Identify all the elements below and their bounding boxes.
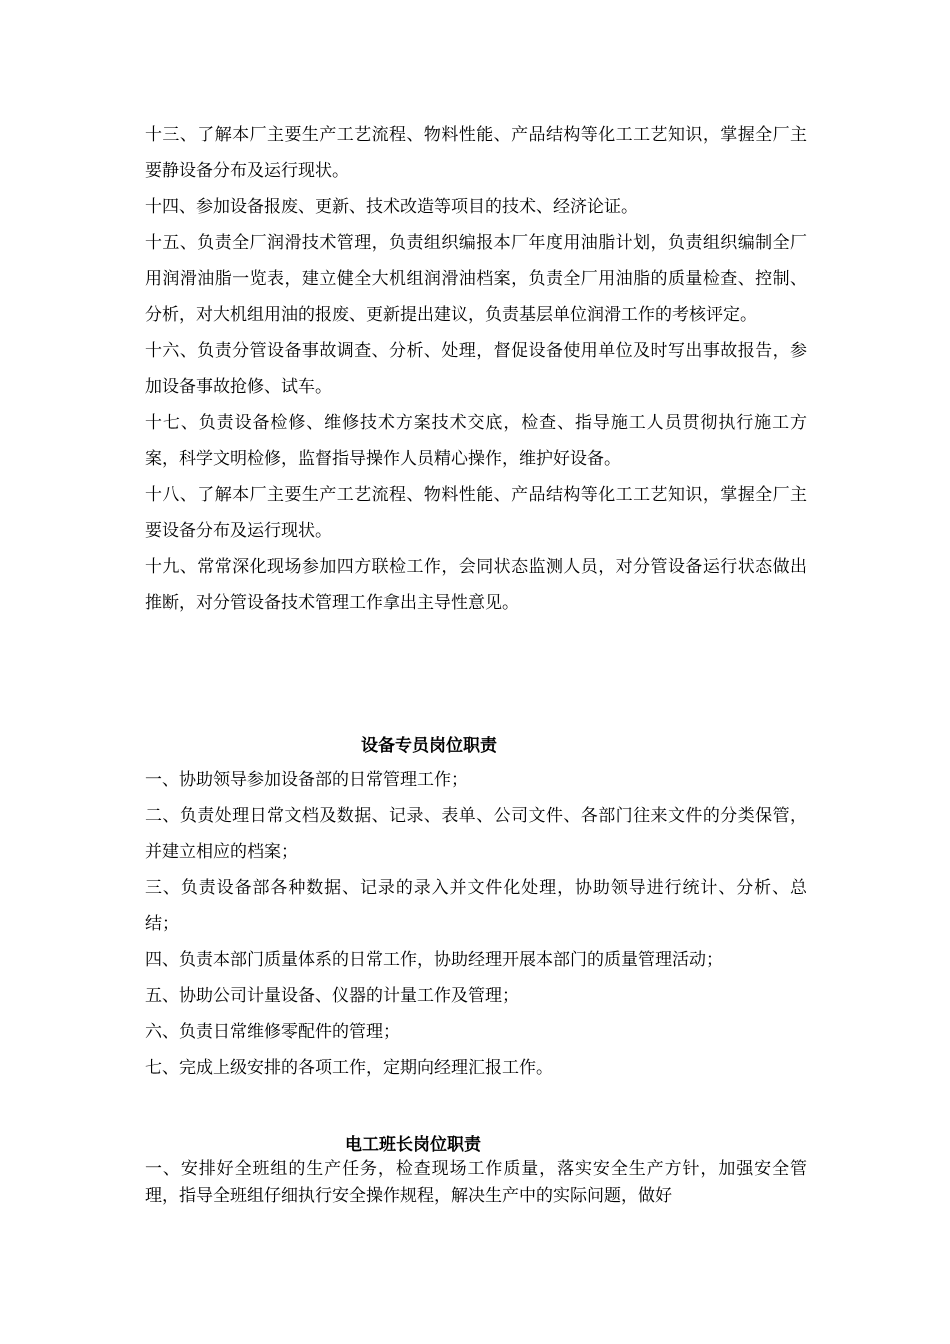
specialist-duty-5: 五、协助公司计量设备、仪器的计量工作及管理；	[145, 986, 519, 1006]
equipment-specialist-duties	[145, 762, 807, 1086]
duty-item-19: 十九、常常深化现场参加四方联检工作，会同状态监测人员，对分管设备运行状态做出推断，对分管设备技术管理工作拿出主导性意见。	[145, 557, 807, 613]
foreman-duty-1: 一、安排好全班组的生产任务，检查现场工作质量，落实安全生产方针，加强安全管理，指导全班组仔细执行安全操作规程，解决生产中的实际问题，做好	[145, 1159, 807, 1206]
duty-item-18: 十八、了解本厂主要生产工艺流程、物料性能、产品结构等化工工艺知识，掌握全厂主要设备分布及运行现状。	[145, 485, 807, 541]
duty-item-17: 十七、负责设备检修、维修技术方案技术交底，检查、指导施工人员贯彻执行施工方案，科学文明检修，监督指导操作人员精心操作，维护好设备。	[145, 413, 807, 469]
specialist-duty-4: 四、负责本部门质量体系的日常工作，协助经理开展本部门的质量管理活动；	[145, 950, 723, 970]
specialist-duty-1: 一、协助领导参加设备部的日常管理工作；	[145, 770, 468, 790]
duty-item-16: 十六、负责分管设备事故调查、分析、处理，督促设备使用单位及时写出事故报告，参加设备事故抢修、试车。	[145, 341, 807, 397]
section-title-electrician-foreman: 电工班长岗位职责	[345, 1135, 481, 1155]
electrician-foreman-duties	[145, 1156, 807, 1210]
specialist-duty-6: 六、负责日常维修零配件的管理；	[145, 1022, 400, 1042]
duty-item-13: 十三、了解本厂主要生产工艺流程、物料性能、产品结构等化工工艺知识，掌握全厂主要静设备分布及运行现状。	[145, 125, 807, 181]
duty-item-15: 十五、负责全厂润滑技术管理，负责组织编报本厂年度用油脂计划，负责组织编制全厂用润滑油脂一览表，建立健全大机组润滑油档案，负责全厂用油脂的质量检查、控制、分析，对大机组用油的报废、更新提出建议，负责基层单位润滑工作的考核评定。	[145, 233, 807, 325]
specialist-duty-7: 七、完成上级安排的各项工作，定期向经理汇报工作。	[145, 1058, 553, 1078]
specialist-duty-3: 三、负责设备部各种数据、记录的录入并文件化处理，协助领导进行统计、分析、总结；	[145, 878, 807, 934]
specialist-duty-2: 二、负责处理日常文档及数据、记录、表单、公司文件、各部门往来文件的分类保管，并建立相应的档案；	[145, 806, 807, 862]
duty-item-14: 十四、参加设备报废、更新、技术改造等项目的技术、经济论证。	[145, 197, 638, 217]
section-title-equipment-specialist: 设备专员岗位职责	[361, 736, 497, 756]
duties-list-continued	[145, 117, 807, 621]
